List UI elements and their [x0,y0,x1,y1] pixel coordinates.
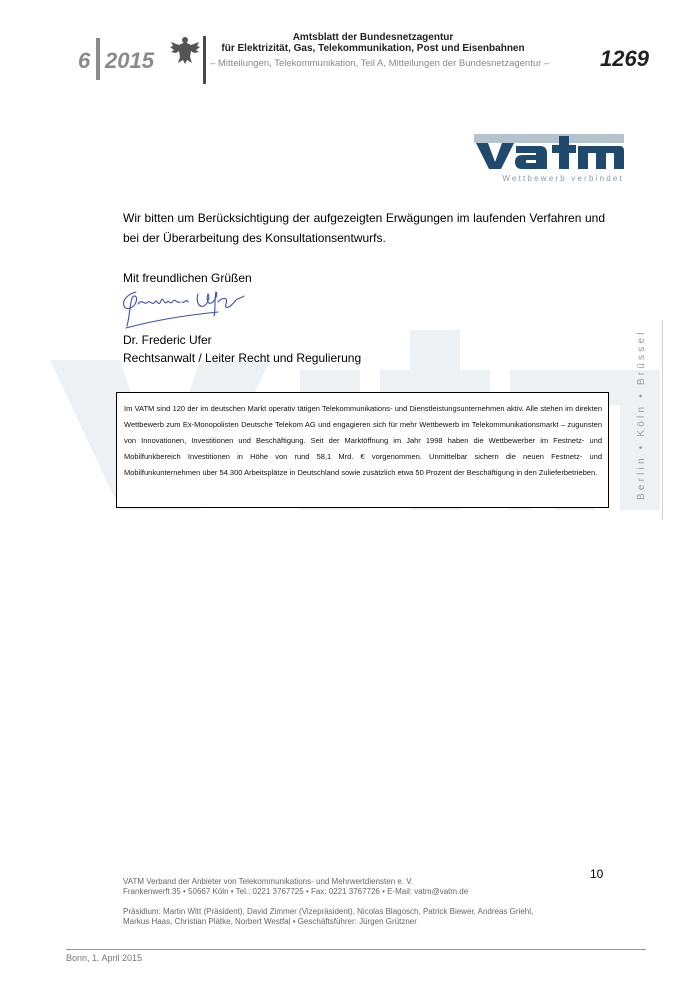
letter-page-index: 10 [590,867,604,881]
bottom-divider [66,949,646,950]
letter-paragraph: Wir bitten um Berücksichtigung der aufgezeigten Erwägungen im laufenden Verfahren und bei der Überarbeitung des Konsultationsentwurfs. [123,211,605,245]
issue-number: 6 [78,48,91,73]
gazette-title: Amtsblatt der Bundesnetzagentur [292,32,454,43]
logo-tagline: Wettbewerb verbindet [502,174,624,183]
issue-year: 2015 [105,48,154,73]
publication-date: Bonn, 1. April 2015 [66,953,143,963]
issue-divider [96,38,100,80]
office-locations: Berlin • Köln • Brüssel [636,329,647,500]
gazette-title-line2: für Elektrizität, Gas, Telekommunikation, Post und Eisenbahnen [221,43,525,54]
vatm-logo [474,126,624,184]
signer-role: Rechtsanwalt / Leiter Recht und Regulierung [123,351,362,365]
footer-board: Präsidium: Martin Witt (Präsident), David Zimmer (Vizepräsident), Nicolas Blagosch, Patrick Biewer, Andreas Griehl, [123,907,534,916]
footer-board-continued: Markus Haas, Christian Plätke, Norbert Westfal • Geschäftsführer: Jürgen Grützner [123,917,417,926]
page-number: 1269 [600,46,649,71]
signer-name: Dr. Frederic Ufer [123,333,212,347]
association-info-box: Im VATM sind 120 der im deutschen Markt operativ tätigen Telekommunikations- und Dienstleistungsunternehmen aktiv. Alle stehen im direkten Wettbewerb zum Ex-Monopolisten Deutsche Telekom AG und engagieren sich für mehr Wettbewerb im Telekommunikationsmarkt – zugunsten von Innovationen, Investitionen und Beschäftigung. Seit der Marktöffnung im Jahr 1998 haben die Wettbewerber im Festnetz- und Mobilfunkbereich Investitionen in Höhe von rund 58,1 Mrd. € vorgenommen. Unmittelbar sichern die neuen Festnetz- und Mobilfunkunternehmen über 54.300 Arbeitsplätze in Deutschland sowie zusätzlich etwa 50 Prozent der Beschäftigung in den Zulieferbetrieben. [116,392,609,508]
footer-contact: Frankenwerft 35 • 50667 Köln • Tel.: 0221 3767725 • Fax: 0221 3767726 • E-Mail: vatm@vatm.de [123,887,469,896]
letter-greeting: Mit freundlichen Grüßen [123,271,252,285]
gazette-subtitle: – Mitteilungen, Telekommunikation, Teil A, Mitteilungen der Bundesnetzagentur – [210,58,550,69]
side-rule [662,320,663,520]
handwritten-signature [118,286,248,332]
federal-eagle-icon [168,33,202,67]
footer-association-name: VATM Verband der Anbieter von Telekommunikations- und Mehrwertdiensten e. V. [123,877,414,886]
header-divider [203,36,206,84]
